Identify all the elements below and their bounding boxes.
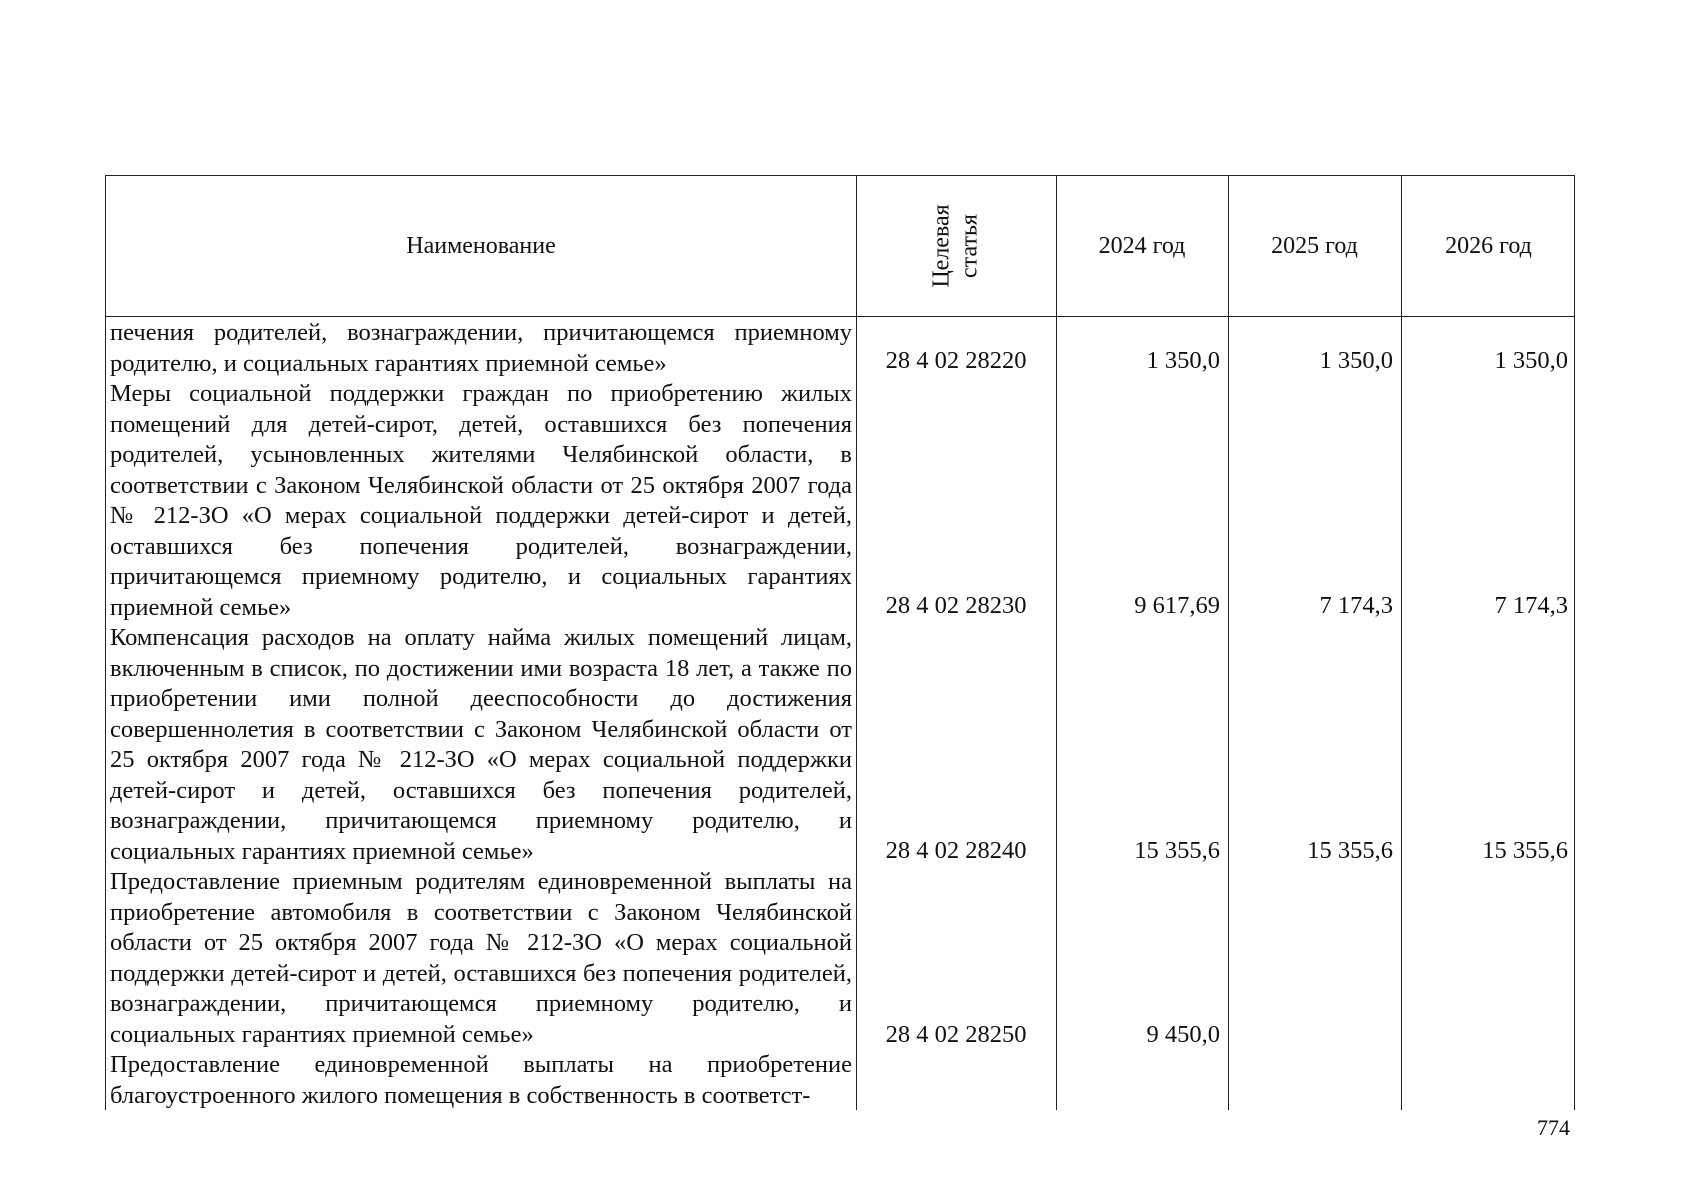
row-value-2024: 9 450,0 — [1146, 1021, 1220, 1048]
row-value-2025: 1 350,0 — [1319, 347, 1393, 374]
row-name: Предоставление приемным родителям единовременной выплаты на приобретение автомобиля в соответствии с Законом Челябинской области от 25 октября 2007 года № 212-ЗО «О мерах социальной поддержки детей-сирот и детей, оставшихся без попечения родителей, вознаграждении, причитающемся приемному родителю, и социальных гарантиях приемной семье» — [110, 868, 852, 1048]
header-divider — [106, 316, 1574, 317]
header-year-2024-label: 2024 год — [1098, 232, 1186, 259]
header-code-line1: Целевая — [928, 204, 955, 288]
row-value-2024: 15 355,6 — [1134, 837, 1220, 864]
row-name: Предоставление единовременной выплаты на приобретение благоустроенного жилого помещения в собственность в соответст- — [110, 1051, 852, 1109]
row-value-2025: 7 174,3 — [1319, 592, 1393, 619]
header-year-2025-label: 2025 год — [1271, 232, 1358, 259]
header-year-2026 — [1401, 176, 1576, 316]
header-name — [106, 176, 856, 316]
header-year-2026-label: 2026 год — [1445, 232, 1532, 259]
header-target-article — [856, 176, 1056, 316]
header-year-2025 — [1228, 176, 1401, 316]
row-value-2026: 7 174,3 — [1494, 592, 1568, 619]
row-code: 28 4 02 28230 — [885, 592, 1027, 619]
row-value-2026: 15 355,6 — [1482, 837, 1568, 864]
names-column — [110, 318, 852, 1111]
header-code-line2: статья — [956, 214, 983, 278]
header-year-2024 — [1056, 176, 1228, 316]
row-name: Компенсация расходов на оплату найма жилых помещений лицам, включенным в список, по достижении ими возраста 18 лет, а также по приобретении ими полной дееспособности до достижения совершеннолетия в соответствии с Законом Челябинской области от 25 октября 2007 года № 212-ЗО «О мерах социальной поддержки детей-сирот и детей, оставшихся без попечения родителей, вознаграждении, причитающемся приемному родителю, и социальных гарантиях приемной семье» — [110, 624, 852, 865]
row-value-2026: 1 350,0 — [1494, 347, 1568, 374]
row-value-2024: 9 617,69 — [1134, 592, 1220, 619]
budget-table — [105, 175, 1575, 1110]
row-code: 28 4 02 28250 — [885, 1021, 1027, 1048]
row-value-2024: 1 350,0 — [1146, 347, 1220, 374]
header-target-article-label — [928, 204, 984, 287]
row-name: Меры социальной поддержки граждан по приобретению жилых помещений для детей-сирот, детей, оставшихся без попечения родителей, усыновленных жителями Челябинской области, в соответствии с Законом Челябинской области от 25 октября 2007 года № 212-ЗО «О мерах социальной поддержки детей-сирот и детей, оставшихся без попечения родителей, вознаграждении, причитающемся приемному родителю, и социальных гарантиях приемной семье» — [110, 380, 852, 621]
row-code: 28 4 02 28220 — [885, 347, 1027, 374]
header-name-label: Наименование — [406, 232, 556, 259]
page-number: 774 — [1537, 1115, 1570, 1140]
row-name: печения родителей, вознаграждении, причитающемся приемному родителю, и социальных гарантиях приемной семье» — [110, 319, 852, 377]
row-value-2025: 15 355,6 — [1307, 837, 1393, 864]
row-code: 28 4 02 28240 — [885, 837, 1027, 864]
